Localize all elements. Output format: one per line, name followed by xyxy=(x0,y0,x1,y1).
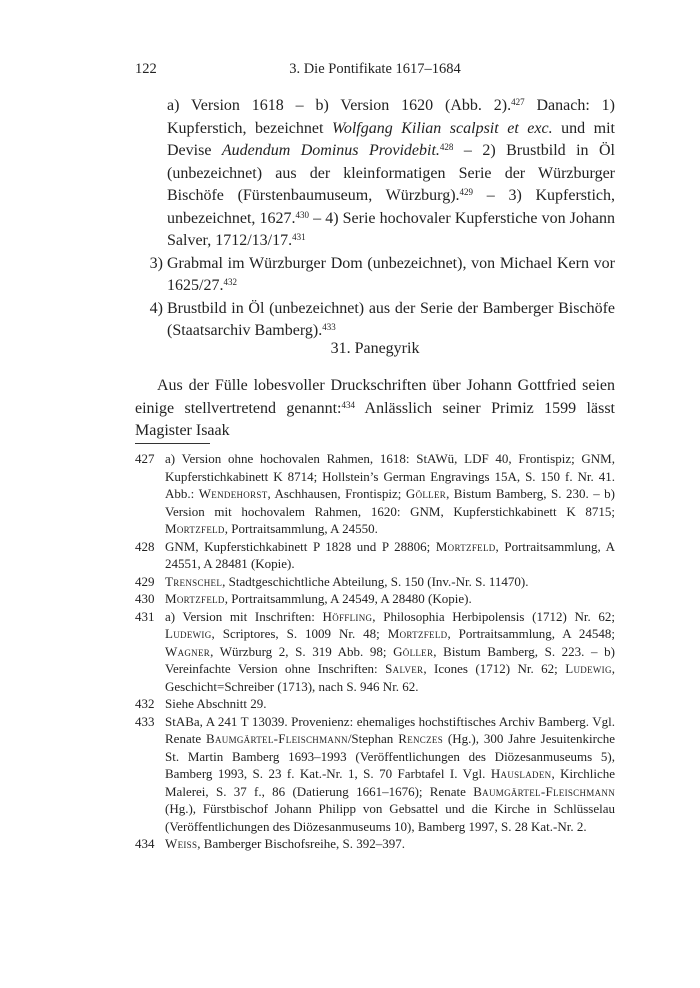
footnote-text: Trenschel, Stadtgeschichtliche Abteilung, S. 150 (Inv.-Nr. S. 11470). xyxy=(165,573,529,589)
list-text: Grabmal im Würzburger Dom (unbezeichnet), von Michael Kern vor 1625/27.$^{432}$ xyxy=(167,254,615,294)
footnote-number: 428 xyxy=(135,538,155,554)
footnote xyxy=(135,695,615,713)
page-number: 122 xyxy=(135,61,157,77)
footnote-number: 429 xyxy=(135,573,155,589)
footnote-number: 433 xyxy=(135,713,155,729)
list-number: 3) xyxy=(149,254,163,272)
list-item-2-continuation: a) Version 1618 – b) Version 1620 (Abb. 2).$^{427}$ Danach: 1) Kupferstich, bezeichnet Wolfgang Kilian scalpsit et exc. und mit Devise Audendum Dominus Providebit.$^{428}$ – 2) Brustbild in Öl (unbezeichnet) aus der kleinformatigen Serie der Würzburger Bischöfe (Fürstenbaumuseum, Würzburg).$^{429}$ – 3) Kupferstich, unbezeichnet, 1627.$^{430}$ – 4) Serie hochovaler Kupferstiche von Johann Salver, 1712/13/17.$^{431}$ xyxy=(167,97,616,249)
list-item-4 xyxy=(135,298,615,343)
footnote-text: a) Version ohne hochovalen Rahmen, 1618: StAWü, LDF 40, Frontispiz; GNM, Kupferstichkabinett K 8714; Hollstein’s German Engravings 15A, S. 150 f. Nr. 41. Abb.: Wendehorst, Aschhausen, Frontispiz; Göller, Bistum Bamberg, S. 230. – b) Version mit hochovalem Rahmen, 1620: GNM, Kupferstichkabinett K 8715; Mortzfeld, Portraitsammlung, A 24550. xyxy=(165,451,615,536)
footnote xyxy=(135,835,615,853)
footnote xyxy=(135,538,615,573)
footnote-text: Siehe Abschnitt 29. xyxy=(165,696,267,711)
chapter-title: 3. Die Pontifikate 1617–1684 xyxy=(289,61,461,77)
list-item-3 xyxy=(135,253,615,298)
footnote-number: 431 xyxy=(135,608,155,624)
section-heading: 31. Panegyrik xyxy=(330,340,420,357)
footnote xyxy=(135,450,615,538)
footnote-divider xyxy=(135,443,210,444)
footnote-number: 432 xyxy=(135,696,155,711)
footnote-text: a) Version mit Inschriften: Höffling, Philosophia Herbipolensis (1712) Nr. 62; Ludewig, Scriptores, S. 1009 Nr. 48; Mortzfeld, Portraitsammlung, A 24548; Wagner, Würzburg 2, S. 319 Abb. 98; Göller, Bistum Bamberg, S. 223. – b) Vereinfachte Version ohne Inschriften: Salver, Icones (1712) Nr. 62; Ludewig, Geschicht=Schreiber (1713), nach S. 946 Nr. 62. xyxy=(165,608,616,694)
footnote xyxy=(135,608,615,696)
footnote xyxy=(135,590,615,608)
footnote xyxy=(135,713,615,836)
list-number: 4) xyxy=(149,299,163,317)
footnote xyxy=(135,573,615,591)
footnotes xyxy=(135,450,615,853)
footnote-number: 427 xyxy=(135,451,155,466)
list-text: Brustbild in Öl (unbezeichnet) aus der Serie der Bamberger Bischöfe (Staatsarchiv Bamberg).$^{433}$ xyxy=(167,299,615,339)
footnote-number: 430 xyxy=(135,591,155,606)
portrait-list xyxy=(135,95,615,343)
footnote-text: Mortzfeld, Portraitsammlung, A 24549, A 28480 (Kopie). xyxy=(165,591,472,606)
footnote-number: 434 xyxy=(135,836,155,851)
footnote-text: Weiss, Bamberger Bischofsreihe, S. 392–397. xyxy=(165,836,406,851)
running-head xyxy=(135,61,615,81)
footnote-text: GNM, Kupferstichkabinett P 1828 und P 28806; Mortzfeld, Portraitsammlung, A 24551, A 28481 (Kopie). xyxy=(165,538,615,571)
intro-paragraph: Aus der Fülle lobesvoller Druckschriften über Johann Gottfried seien einige stellvertretend genannt:$^{434}$ Anlässlich seiner Primiz 1599 lässt Magister Isaak xyxy=(135,377,616,439)
footnote-text: StABa, A 241 T 13039. Provenienz: ehemaliges hochstiftisches Archiv Bamberg. Vgl. Renate Baumgärtel-Fleischmann/Stephan Renczes (Hg.), 300 Jahre Jesuitenkirche St. Martin Bamberg 1693–1993 (Veröffentlichungen des Diözesanmuseums 5), Bamberg 1993, S. 23 f. Kat.-Nr. 1, S. 70 Farbtafel I. Vgl. Hausladen, Kirchliche Malerei, S. 37 f., 86 (Datierung 1661–1676); Renate Baumgärtel-Fleischmann (Hg.), Fürstbischof Johann Philipp von Gebsattel und die Kirche in Schlüsselau (Veröffentlichungen des Diözesanmuseums 10), Bamberg 1997, S. 28 Kat.-Nr. 2. xyxy=(165,713,616,834)
